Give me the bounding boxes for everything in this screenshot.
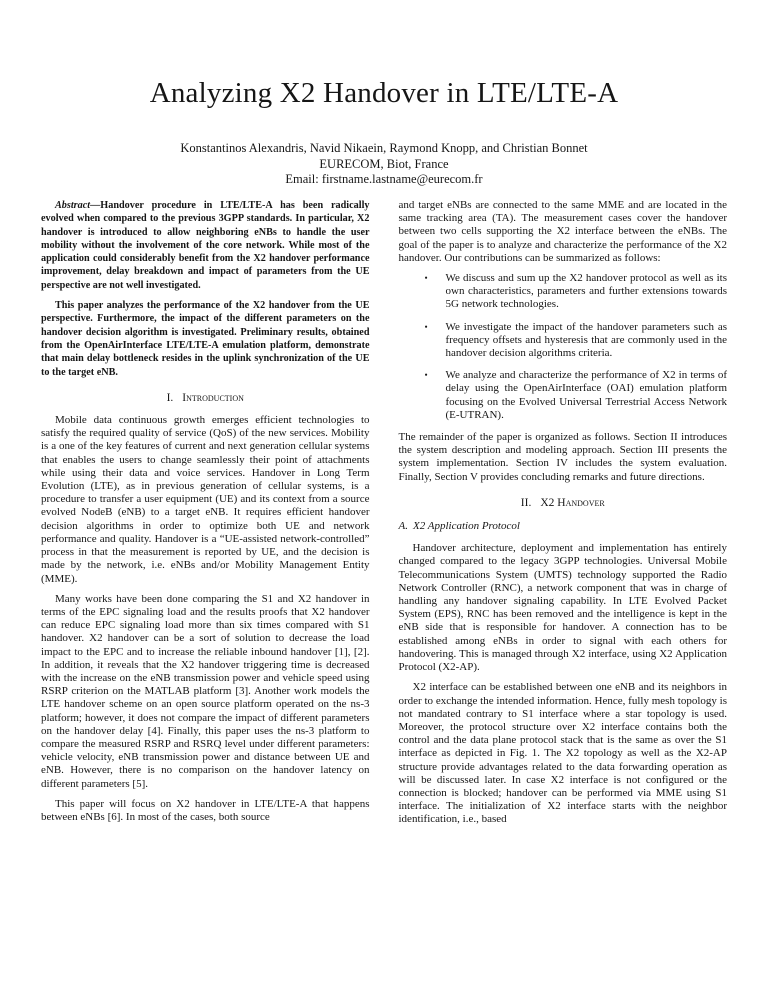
abstract-text-1: Handover procedure in LTE/LTE-A has been radically evolved when compared to the previous 3GPP standards. In particular, X2 handover is introduced to allow neighboring eNBs to handle the user mobility without the involvement of the core network. While most of the application could considerably benefit from the X2 handover performance improvement, delay breakdown and impact of parameters from the UE perspective are not well investigated.: [41, 200, 370, 291]
contribution-text-1: We discuss and sum up the X2 handover protocol as well as its own characteristics, parameters and further extensions towards 5G network technologies.: [445, 272, 727, 311]
section-number: I.: [166, 391, 174, 404]
section-heading-introduction: [41, 392, 370, 405]
intro-paragraph-1: Mobile data continuous growth emerges efficient technologies to satisfy the required quality of service (QoS) of the new services. Mobility is a one of the key features of current and next generation cellular systems that enables the users to change seamlessly their point of attachments while using their data and voice services. Handover in Long Term Evolution (LTE), as in previous generation of cellular systems, is a procedure to transfer a user equipment (UE) and its context from a source evolved NodeB (eNB) to a target eNB. It requires efficient handover decision algorithms in order to optimize both UE and network performance and quality. Handover is a “UE-assisted network-controlled” process in that the measurement is reported by UE, and the decision is made by the network, i.e. eNBs and/or Mobility Management Entity (MME).: [41, 414, 370, 585]
author-names: Konstantinos Alexandris, Navid Nikaein, Raymond Knopp, and Christian Bonnet: [180, 141, 588, 155]
subsection-heading-x2-application-protocol: [399, 520, 728, 533]
left-column: [41, 199, 370, 834]
abstract-dash: —: [90, 200, 101, 211]
paper-organization-paragraph: The remainder of the paper is organized as follows. Section II introduces the system description and modeling approach. Section III presents the system implementation. Section IV includes the system evaluation. Finally, Section V provides concluding remarks and future directions.: [398, 431, 727, 483]
section-number: II.: [520, 496, 532, 509]
x2-paragraph-1: Handover architecture, deployment and implementation has entirely changed compared to the legacy 3GPP technologies. Universal Mobile Telecommunications System (UMTS) technology supported the Radio Network Controller (RNC), a network component that was in charge of handling any handover signaling capability. In LTE Evolved Packet System (EPS), RNC has been removed and the intelligence is kept in the eNB side that is responsible for handover. A connection has to be established among eNBs in order to signal with each others for handovering. This is managed through X2 interface, using X2 Application Protocol (X2-AP).: [398, 542, 727, 674]
bullet-icon: •: [424, 370, 428, 381]
two-column-body: [41, 199, 727, 834]
author-block: [0, 141, 768, 188]
bullet-icon: •: [424, 321, 428, 332]
section-heading-x2-handover: [399, 497, 728, 510]
subsection-title: X2 Application Protocol: [412, 520, 520, 533]
author-email: Email: firstname.lastname@eurecom.fr: [285, 172, 483, 186]
contribution-text-2: We investigate the impact of the handover parameters such as frequency offsets and hysteresis that are commonly used in the handover decision algorithms criteria.: [445, 320, 727, 360]
paper-title: Analyzing X2 Handover in LTE/LTE-A: [149, 77, 619, 110]
intro-paragraph-3-left: This paper will focus on X2 handover in LTE/LTE-A that happens between eNBs [6]. In most of the cases, both source: [41, 797, 370, 823]
contribution-text-3: We analyze and characterize the performance of X2 in terms of delay using the OpenAirInterface (OAI) emulation platform focusing on the Evolved Universal Terrestrial Access Network (E-UTRAN).: [445, 369, 727, 421]
intro-paragraph-3-continuation: and target eNBs are connected to the same MME and are located in the same tracking area (TA). The measurement cases cover the handover between two cells supporting the X2 interface between the eNBs. The goal of the paper is to analyze and characterize the performance of the X2 handover. Our contributions can be summarized as follows:: [398, 199, 727, 264]
right-column: [399, 199, 728, 834]
section-title: X2 Handover: [540, 496, 605, 509]
contributions-list: [399, 272, 728, 422]
contribution-item-2: [399, 321, 728, 361]
intro-paragraph-2: Many works have been done comparing the S1 and X2 handover in terms of the EPC signaling load and the results proofs that X2 handover can reduce EPC signaling load more than six times compared with S1 handover. X2 handover can be a sort of solution to decrease the load impact to the EPC and to increase the reliable inbound handover [1], [2]. In addition, it reveals that the X2 handover triggering time is decreased with the increase on the eNB transmission power and vehicle speed using RSRP criterion on the MATLAB platform [3]. Another work models the LTE handover scheme on an open source platform operated on the ns-3 platform; however, it does not compare the impact of different parameters on the handover delay [4]. Finally, this paper uses the ns-3 platform to compare the measured RSRP and RSRQ level under different parameters: vehicle velocity, eNB transmission power and distance between UE and eNB. However, there is no comparison on the handover latency on different parameters [5].: [41, 592, 370, 790]
bullet-icon: •: [424, 273, 428, 284]
contribution-item-3: [399, 369, 728, 422]
contribution-item-1: [399, 272, 728, 312]
x2-paragraph-2: X2 interface can be established between one eNB and its neighbors in order to exchange the intended information. Hence, fully mesh topology is not mandated contrary to S1 interface where a star topology is used. Moreover, the protocol structure over X2 interface contains both the control and the data plane protocol stack that is the same as over the S1 interface as depicted in Fig. 1. The X2 topology as well as the X2-AP structure provide advantages related to the data forwarding operation as will be discussed later. In case X2 interface is not configured or the connection is blocked; handover can be performed via MME using S1 interface. The initialization of X2 interface starts with the neighbor identification, i.e., based: [398, 681, 727, 826]
abstract-label: Abstract: [55, 200, 91, 211]
abstract-paragraph-1: [41, 199, 370, 292]
subsection-number: A.: [398, 520, 408, 533]
abstract-paragraph-2: This paper analyzes the performance of the X2 handover from the UE perspective. Furthermore, the impact of the different parameters on the handover decision algorithm is investigated. Preliminary results, obtained from the OpenAirInterface LTE/LTE-A emulation platform, demonstrate that main delay bottleneck resides in the uplink synchronization of the UE to the target eNB.: [41, 300, 370, 378]
section-title: Introduction: [182, 391, 244, 404]
author-affiliation: EURECOM, Biot, France: [319, 156, 449, 171]
